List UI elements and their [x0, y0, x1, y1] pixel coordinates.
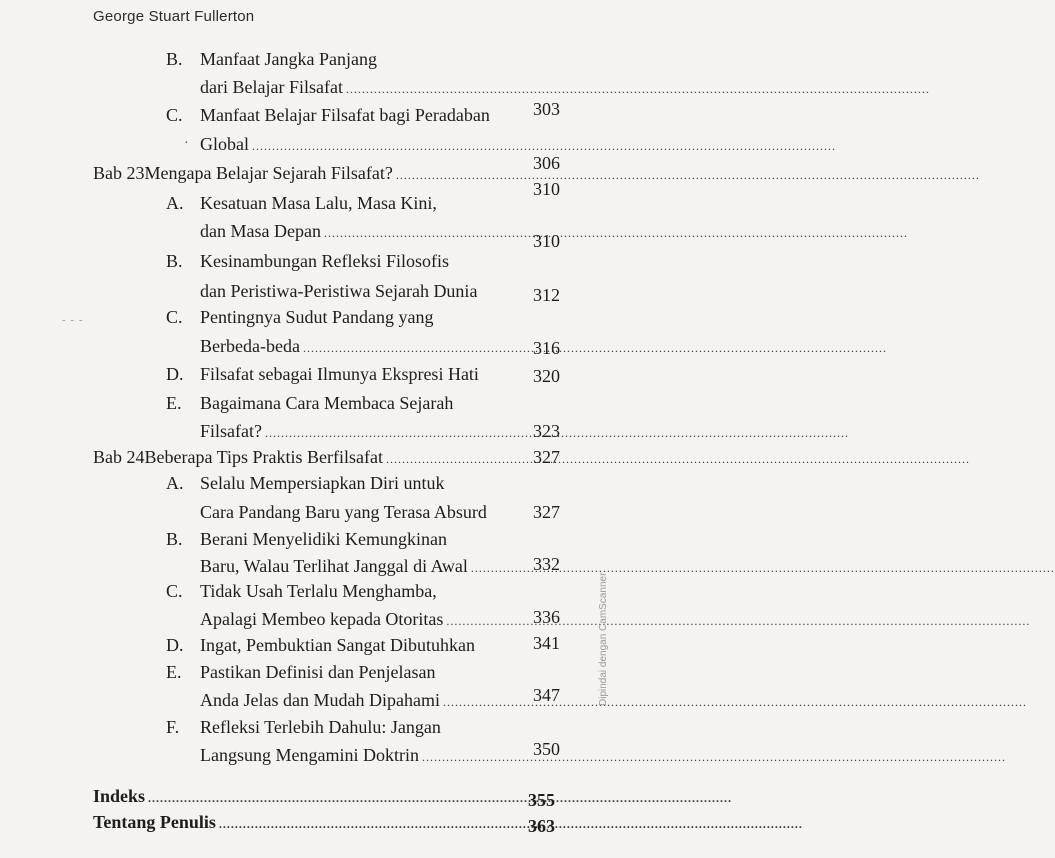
toc-page: 303 — [533, 99, 560, 119]
toc-entry[interactable] — [166, 363, 479, 385]
leader-dots — [219, 813, 803, 835]
toc-chapter-entry[interactable] — [93, 162, 530, 186]
toc-entry[interactable] — [200, 280, 477, 302]
toc-title: Filsafat? — [200, 421, 262, 441]
toc-entry[interactable] — [200, 689, 522, 713]
toc-entry[interactable] — [200, 501, 487, 523]
toc-entry-label — [166, 580, 437, 602]
toc-letter: E. — [166, 393, 182, 413]
scanner-watermark: Dipindai dengan CamScanner — [598, 572, 609, 706]
toc-page: 327 — [533, 502, 560, 522]
toc-letter: A. — [166, 473, 184, 493]
toc-entry-label — [166, 661, 435, 683]
toc-entry[interactable] — [200, 133, 530, 157]
toc-title: Tidak Usah Terlalu Menghamba, — [200, 581, 437, 601]
toc-back-entry[interactable] — [93, 785, 523, 809]
chapter-number: Bab 24 — [93, 447, 145, 467]
toc-entry-label — [166, 104, 490, 126]
toc-page: 320 — [533, 366, 560, 386]
stray-mark: · — [184, 136, 189, 151]
toc-title: Cara Pandang Baru yang Terasa Absurd — [200, 502, 487, 522]
toc-entry[interactable] — [166, 634, 475, 656]
toc-title: Mengapa Belajar Sejarah Filsafat? — [144, 163, 393, 183]
leader-dots — [346, 78, 930, 100]
toc-entry[interactable] — [200, 744, 520, 768]
running-head: George Stuart Fullerton — [93, 8, 255, 25]
toc-page: 350 — [533, 739, 560, 759]
toc-entry-label — [166, 716, 441, 738]
toc-title: Langsung Mengamini Doktrin — [200, 745, 419, 765]
toc-title: Berani Menyelidiki Kemungkinan — [200, 529, 447, 549]
toc-page: 310 — [533, 179, 560, 199]
toc-letter: F. — [166, 717, 180, 737]
toc-letter: A. — [166, 193, 184, 213]
toc-entry-label — [166, 48, 377, 70]
toc-page: 355 — [528, 790, 555, 810]
toc-title: Kesatuan Masa Lalu, Masa Kini, — [200, 193, 437, 213]
toc-entry[interactable] — [200, 335, 525, 359]
toc-entry[interactable] — [200, 220, 525, 244]
toc-title: Filsafat sebagai Ilmunya Ekspresi Hati — [200, 364, 479, 384]
toc-title: Selalu Mempersiapkan Diri untuk — [200, 473, 445, 493]
toc-back-entry[interactable] — [93, 811, 523, 835]
toc-title: dan Masa Depan — [200, 221, 321, 241]
toc-title: Berbeda-beda — [200, 336, 300, 356]
toc-entry-label — [166, 392, 453, 414]
toc-page: 332 — [533, 554, 560, 574]
toc-title: Apalagi Membeo kepada Otoritas — [200, 609, 444, 629]
toc-page: 312 — [533, 285, 560, 305]
toc-title: Baru, Walau Terlihat Janggal di Awal — [200, 556, 468, 576]
toc-title: Pastikan Definisi dan Penjelasan — [200, 662, 436, 682]
toc-letter: E. — [166, 662, 182, 682]
toc-entry-label — [166, 528, 447, 550]
toc-entry-label — [166, 472, 444, 494]
toc-page: 323 — [533, 421, 560, 441]
toc-entry[interactable] — [200, 608, 522, 632]
leader-dots — [422, 746, 1006, 768]
toc-title: dari Belajar Filsafat — [200, 77, 343, 97]
toc-page: 310 — [533, 231, 560, 251]
toc-page: 336 — [533, 607, 560, 627]
toc-letter: D. — [166, 635, 184, 655]
toc-title: Tentang Penulis — [93, 812, 216, 832]
toc-letter: D. — [166, 364, 184, 384]
toc-letter: B. — [166, 251, 183, 271]
toc-entry[interactable] — [200, 76, 530, 100]
chapter-number: Bab 23 — [93, 163, 145, 183]
toc-entry[interactable] — [200, 420, 525, 444]
toc-letter: C. — [166, 581, 183, 601]
toc-title: dan Peristiwa-Peristiwa Sejarah Dunia — [200, 281, 478, 301]
toc-title: Bagaimana Cara Membaca Sejarah — [200, 393, 454, 413]
toc-entry-label — [166, 192, 437, 214]
toc-page: 327 — [533, 447, 560, 467]
toc-title: Anda Jelas dan Mudah Dipahami — [200, 690, 440, 710]
toc-letter: B. — [166, 49, 183, 69]
leader-dots — [324, 222, 908, 244]
leader-dots — [303, 337, 887, 359]
toc-chapter-entry[interactable] — [93, 446, 523, 470]
toc-title: Kesinambungan Refleksi Filosofis — [200, 251, 449, 271]
toc-title: Pentingnya Sudut Pandang yang — [200, 307, 434, 327]
toc-title: Ingat, Pembuktian Sangat Dibutuhkan — [200, 635, 475, 655]
toc-page: 347 — [533, 685, 560, 705]
toc-title: Global — [200, 134, 249, 154]
toc-page: 306 — [533, 153, 560, 173]
toc-letter: C. — [166, 307, 183, 327]
toc-letter: C. — [166, 105, 183, 125]
toc-entry-label — [166, 250, 449, 272]
toc-page: 341 — [533, 633, 560, 653]
toc-title: Beberapa Tips Praktis Berfilsafat — [144, 447, 383, 467]
leader-dots — [148, 787, 732, 809]
toc-entry-label — [166, 306, 433, 328]
toc-title: Refleksi Terlebih Dahulu: Jangan — [200, 717, 441, 737]
toc-title: Indeks — [93, 786, 146, 806]
toc-title: Manfaat Belajar Filsafat bagi Peradaban — [200, 105, 490, 125]
toc-entry[interactable] — [200, 555, 520, 579]
leader-dots — [386, 448, 970, 470]
toc-page: 316 — [533, 338, 560, 358]
stray-mark: - - - — [62, 314, 84, 326]
toc-title: Manfaat Jangka Panjang — [200, 49, 377, 69]
toc-page: 363 — [528, 816, 555, 836]
toc-letter: B. — [166, 529, 183, 549]
leader-dots — [396, 164, 980, 186]
